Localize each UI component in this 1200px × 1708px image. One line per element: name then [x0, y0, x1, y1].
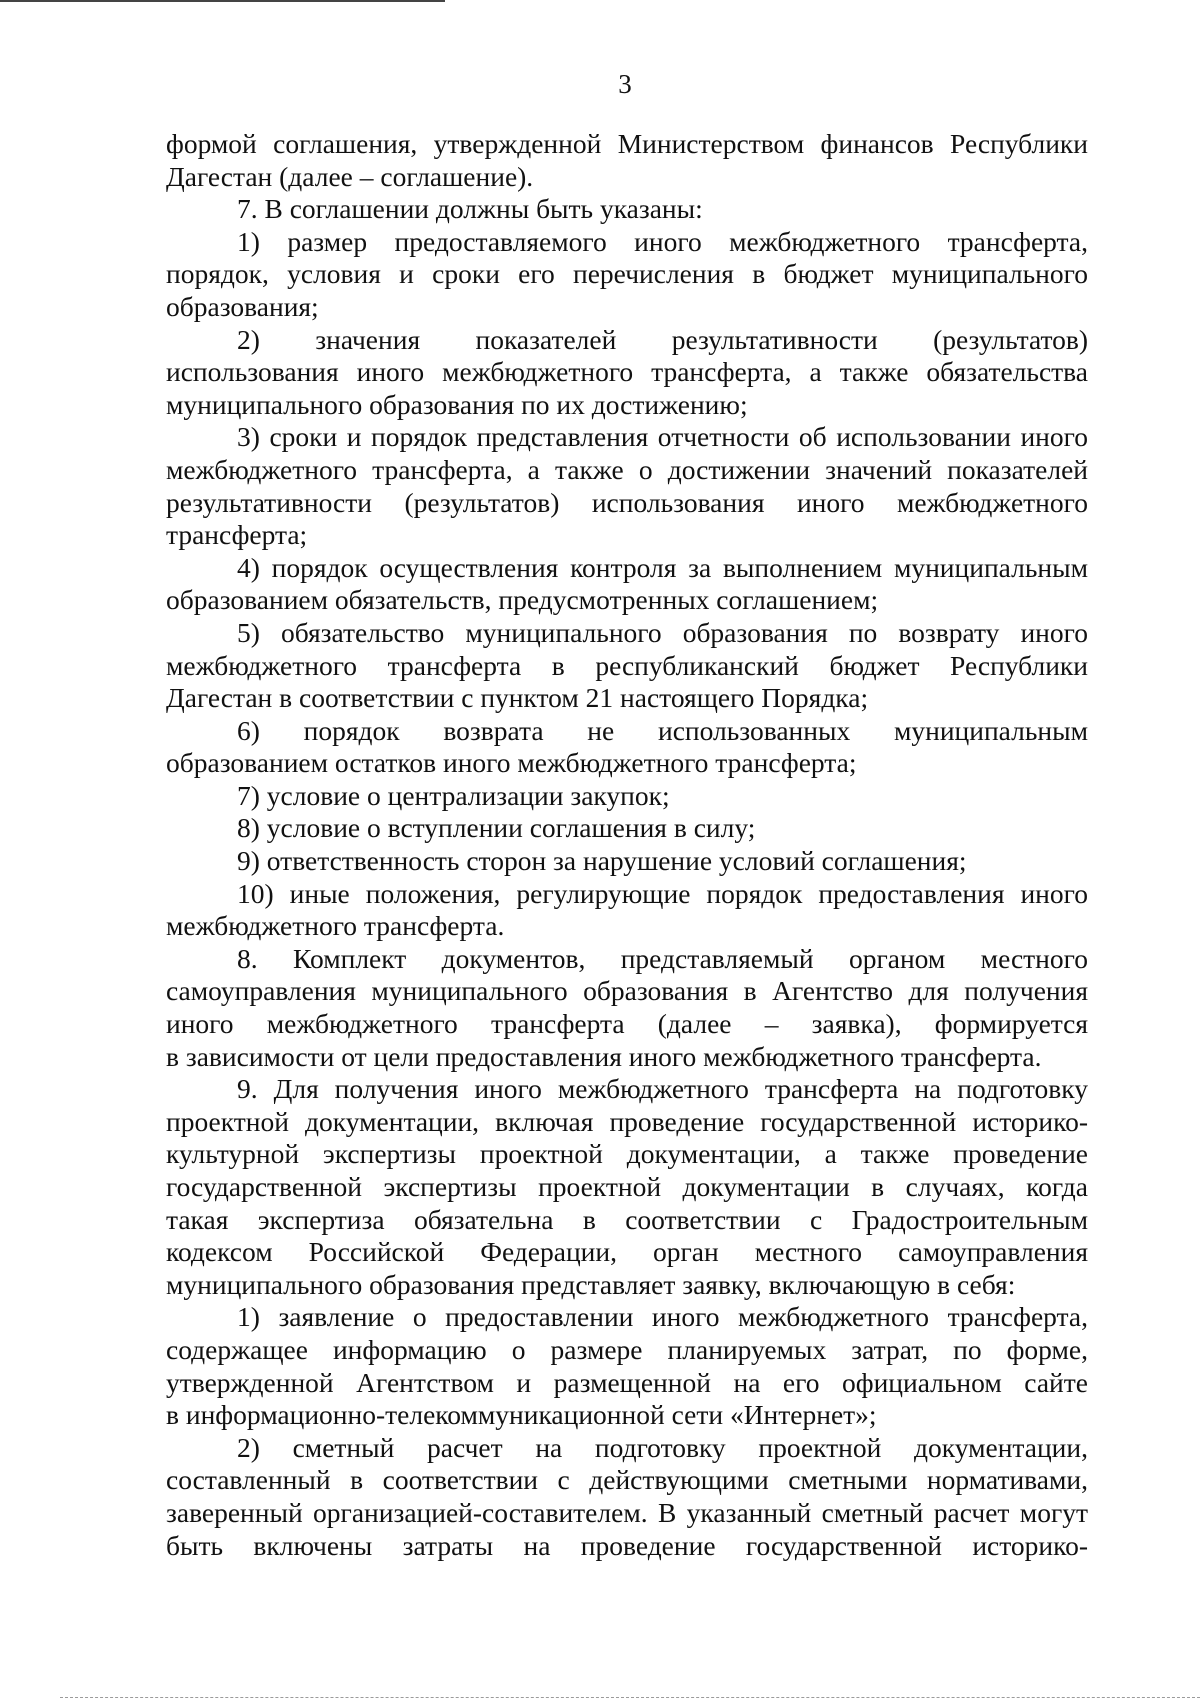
text-line: муниципального образования по их достижению; — [166, 388, 748, 420]
scan-edge-top — [0, 0, 445, 2]
text-line: заверенный организацией-составителем. В указанный сметный расчет могут — [166, 1496, 1088, 1528]
scan-edge-bottom — [60, 1697, 1200, 1698]
text-line: межбюджетного трансферта, а также о достижении значений показателей — [166, 453, 1088, 485]
text-line: такая экспертиза обязательна в соответствии с Градостроительным — [166, 1203, 1088, 1235]
text-line: кодексом Российской Федерации, орган местного самоуправления — [166, 1236, 1088, 1268]
document-body — [166, 128, 1088, 1562]
text-line: образования; — [166, 290, 319, 322]
text-line: образованием остатков иного межбюджетного трансферта; — [166, 747, 857, 779]
text-line: 5) обязательство муниципального образования по возврату иного — [237, 616, 1088, 648]
text-line: 4) порядок осуществления контроля за выполнением муниципальным — [237, 551, 1088, 583]
text-line: самоуправления муниципального образования в Агентство для получения — [166, 975, 1088, 1007]
text-line: образованием обязательств, предусмотренных соглашением; — [166, 584, 879, 616]
text-line: муниципального образования представляет заявку, включающую в себя: — [166, 1268, 1016, 1300]
text-line: Дагестан (далее – соглашение). — [166, 160, 534, 192]
text-line: порядок, условия и сроки его перечисления в бюджет муниципального — [166, 258, 1088, 290]
text-line: результативности (результатов) использования иного межбюджетного — [166, 486, 1088, 518]
text-line: 2) значения показателей результативности (результатов) — [237, 323, 1088, 355]
text-line: межбюджетного трансферта. — [166, 910, 505, 942]
page-number: 3 — [618, 69, 632, 99]
text-line: быть включены затраты на проведение государственной историко- — [166, 1529, 1088, 1561]
text-line: трансферта; — [166, 519, 308, 551]
text-line: государственной экспертизы проектной документации в случаях, когда — [166, 1171, 1088, 1202]
text-line: 8) условие о вступлении соглашения в силу; — [237, 812, 756, 844]
text-line: Дагестан в соответствии с пунктом 21 настоящего Порядка; — [166, 682, 869, 714]
text-line: межбюджетного трансферта в республиканский бюджет Республики — [166, 649, 1088, 681]
text-line: 9. Для получения иного межбюджетного трансферта на подготовку — [237, 1073, 1088, 1105]
text-line: в информационно-телекоммуникационной сети «Интернет»; — [166, 1399, 877, 1431]
text-line: 1) заявление о предоставлении иного межбюджетного трансферта, — [237, 1301, 1088, 1333]
text-line: утвержденной Агентством и размещенной на его официальном сайте — [166, 1366, 1088, 1398]
text-line: формой соглашения, утвержденной Министерством финансов Республики — [166, 128, 1088, 159]
text-line: 6) порядок возврата не использованных муниципальным — [237, 714, 1088, 746]
text-line: проектной документации, включая проведение государственной историко- — [166, 1105, 1088, 1137]
text-line: 8. Комплект документов, представляемый органом местного — [237, 942, 1088, 974]
text-line: в зависимости от цели предоставления иного межбюджетного трансферта. — [166, 1040, 1042, 1072]
text-line: 2) сметный расчет на подготовку проектной документации, — [237, 1431, 1088, 1463]
text-line: 1) размер предоставляемого иного межбюджетного трансферта, — [237, 225, 1088, 257]
text-line: культурной экспертизы проектной документации, а также проведение — [166, 1138, 1088, 1170]
text-line: использования иного межбюджетного трансферта, а также обязательства — [166, 356, 1088, 388]
text-line: 9) ответственность сторон за нарушение условий соглашения; — [237, 845, 967, 877]
text-line: иного межбюджетного трансферта (далее – заявка), формируется — [166, 1008, 1088, 1040]
text-line: 7. В соглашении должны быть указаны: — [237, 193, 703, 225]
text-line: содержащее информацию о размере планируемых затрат, по форме, — [166, 1333, 1088, 1365]
text-line: 10) иные положения, регулирующие порядок предоставления иного — [237, 877, 1088, 909]
text-line: составленный в соответствии с действующими сметными нормативами, — [166, 1464, 1088, 1496]
text-line: 3) сроки и порядок представления отчетности об использовании иного — [237, 421, 1088, 453]
text-line: 7) условие о централизации закупок; — [237, 779, 670, 811]
